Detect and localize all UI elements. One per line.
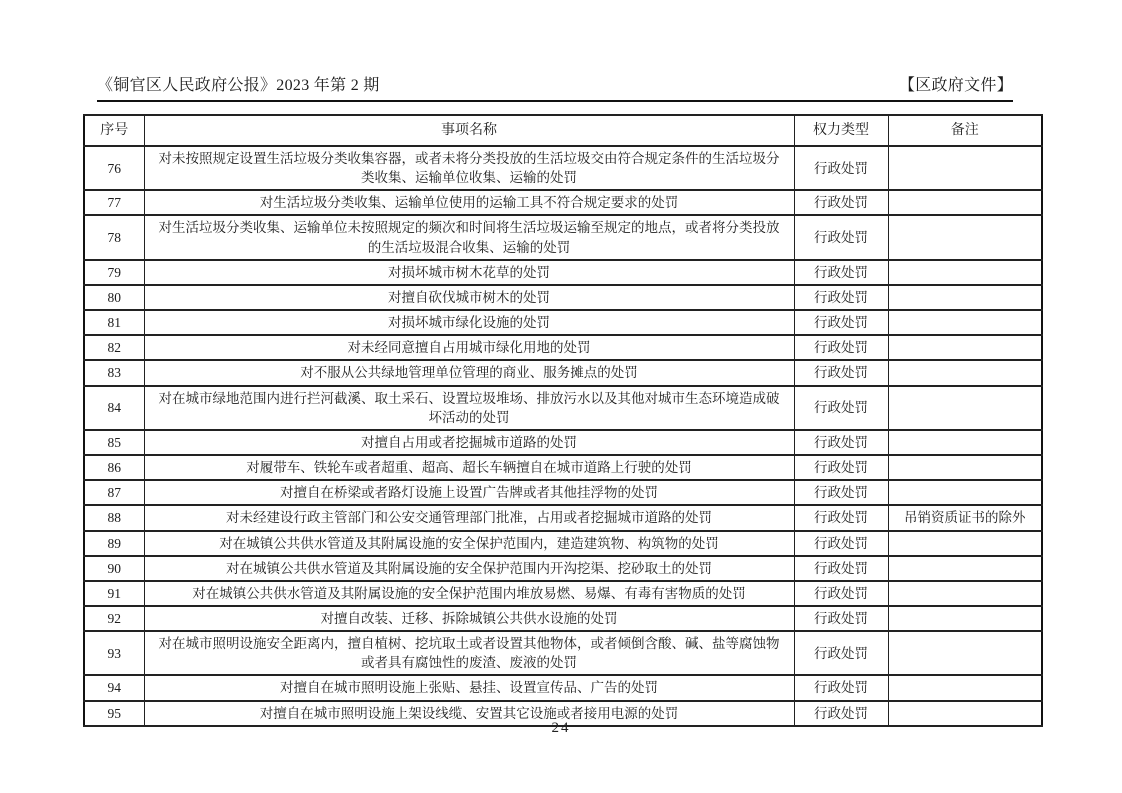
- cell-item-name: 对损坏城市绿化设施的处罚: [144, 310, 794, 335]
- column-header-name: 事项名称: [144, 115, 794, 146]
- cell-row-number: 91: [84, 581, 144, 606]
- table-row: [84, 455, 1042, 480]
- table-row: [84, 675, 1042, 700]
- cell-row-number: 92: [84, 606, 144, 631]
- table-row: [84, 556, 1042, 581]
- cell-remark: [888, 190, 1042, 215]
- cell-remark: [888, 531, 1042, 556]
- cell-item-name: 对不服从公共绿地管理单位管理的商业、服务摊点的处罚: [144, 360, 794, 385]
- cell-row-number: 89: [84, 531, 144, 556]
- cell-power-type: 行政处罚: [794, 455, 888, 480]
- cell-row-number: 88: [84, 505, 144, 530]
- cell-item-name: 对擅自砍伐城市树木的处罚: [144, 285, 794, 310]
- cell-item-name: 对擅自在桥梁或者路灯设施上设置广告牌或者其他挂浮物的处罚: [144, 480, 794, 505]
- cell-power-type: 行政处罚: [794, 215, 888, 259]
- cell-remark: [888, 430, 1042, 455]
- cell-item-name: 对擅自占用或者挖掘城市道路的处罚: [144, 430, 794, 455]
- cell-row-number: 78: [84, 215, 144, 259]
- table-row: [84, 260, 1042, 285]
- cell-power-type: 行政处罚: [794, 310, 888, 335]
- cell-row-number: 79: [84, 260, 144, 285]
- cell-row-number: 82: [84, 335, 144, 360]
- table-row: [84, 285, 1042, 310]
- cell-row-number: 94: [84, 675, 144, 700]
- cell-item-name: 对生活垃圾分类收集、运输单位使用的运输工具不符合规定要求的处罚: [144, 190, 794, 215]
- cell-remark: [888, 455, 1042, 480]
- cell-power-type: 行政处罚: [794, 360, 888, 385]
- table-row: [84, 146, 1042, 190]
- cell-remark: 吊销资质证书的除外: [888, 505, 1042, 530]
- cell-item-name: 对擅自在城市照明设施上架设线缆、安置其它设施或者接用电源的处罚: [144, 701, 794, 726]
- cell-remark: [888, 556, 1042, 581]
- cell-remark: [888, 386, 1042, 430]
- table-row: [84, 310, 1042, 335]
- table-row: [84, 480, 1042, 505]
- table-row: [84, 430, 1042, 455]
- cell-power-type: 行政处罚: [794, 505, 888, 530]
- table-row: [84, 335, 1042, 360]
- power-items-table: [83, 114, 1043, 727]
- cell-power-type: 行政处罚: [794, 675, 888, 700]
- cell-row-number: 87: [84, 480, 144, 505]
- column-header-remark: 备注: [888, 115, 1042, 146]
- cell-power-type: 行政处罚: [794, 386, 888, 430]
- cell-remark: [888, 631, 1042, 675]
- cell-row-number: 77: [84, 190, 144, 215]
- page-number: － 24 －: [528, 720, 594, 736]
- cell-row-number: 95: [84, 701, 144, 726]
- table-row: [84, 386, 1042, 430]
- table-row: [84, 190, 1042, 215]
- cell-remark: [888, 285, 1042, 310]
- table-row: [84, 581, 1042, 606]
- cell-item-name: 对在城市绿地范围内进行拦河截溪、取土采石、设置垃圾堆场、排放污水以及其他对城市生态环境造成破坏活动的处罚: [144, 386, 794, 430]
- cell-remark: [888, 335, 1042, 360]
- cell-row-number: 76: [84, 146, 144, 190]
- cell-power-type: 行政处罚: [794, 335, 888, 360]
- cell-row-number: 85: [84, 430, 144, 455]
- cell-item-name: 对损坏城市树木花草的处罚: [144, 260, 794, 285]
- cell-power-type: 行政处罚: [794, 531, 888, 556]
- document-category-label: 【区政府文件】: [898, 77, 1013, 94]
- cell-item-name: 对在城镇公共供水管道及其附属设施的安全保护范围内开沟挖渠、挖砂取土的处罚: [144, 556, 794, 581]
- cell-item-name: 对在城市照明设施安全距离内，擅自植树、挖坑取土或者设置其他物体，或者倾倒含酸、碱、盐等腐蚀物或者具有腐蚀性的废渣、废液的处罚: [144, 631, 794, 675]
- cell-row-number: 93: [84, 631, 144, 675]
- cell-remark: [888, 215, 1042, 259]
- cell-power-type: 行政处罚: [794, 146, 888, 190]
- cell-power-type: 行政处罚: [794, 581, 888, 606]
- table-header-row: [84, 115, 1042, 146]
- cell-remark: [888, 310, 1042, 335]
- page-header: [97, 72, 1013, 102]
- table-row: [84, 631, 1042, 675]
- cell-remark: [888, 581, 1042, 606]
- cell-remark: [888, 360, 1042, 385]
- gazette-title: 《铜官区人民政府公报》2023 年第 2 期: [97, 77, 380, 94]
- cell-item-name: 对在城镇公共供水管道及其附属设施的安全保护范围内，建造建筑物、构筑物的处罚: [144, 531, 794, 556]
- cell-row-number: 80: [84, 285, 144, 310]
- table-row: [84, 360, 1042, 385]
- cell-item-name: 对未经同意擅自占用城市绿化用地的处罚: [144, 335, 794, 360]
- cell-power-type: 行政处罚: [794, 631, 888, 675]
- column-header-no: 序号: [84, 115, 144, 146]
- cell-item-name: 对擅自改装、迁移、拆除城镇公共供水设施的处罚: [144, 606, 794, 631]
- table-row: [84, 606, 1042, 631]
- cell-row-number: 84: [84, 386, 144, 430]
- table-row: [84, 531, 1042, 556]
- cell-power-type: 行政处罚: [794, 701, 888, 726]
- cell-power-type: 行政处罚: [794, 430, 888, 455]
- cell-remark: [888, 675, 1042, 700]
- table-row: [84, 505, 1042, 530]
- cell-item-name: 对未经建设行政主管部门和公安交通管理部门批准，占用或者挖掘城市道路的处罚: [144, 505, 794, 530]
- table-row: [84, 215, 1042, 259]
- cell-item-name: 对履带车、铁轮车或者超重、超高、超长车辆擅自在城市道路上行驶的处罚: [144, 455, 794, 480]
- cell-power-type: 行政处罚: [794, 556, 888, 581]
- cell-power-type: 行政处罚: [794, 285, 888, 310]
- cell-item-name: 对擅自在城市照明设施上张贴、悬挂、设置宣传品、广告的处罚: [144, 675, 794, 700]
- cell-row-number: 83: [84, 360, 144, 385]
- cell-remark: [888, 606, 1042, 631]
- cell-item-name: 对生活垃圾分类收集、运输单位未按照规定的频次和时间将生活垃圾运输至规定的地点，或者将分类投放的生活垃圾混合收集、运输的处罚: [144, 215, 794, 259]
- cell-power-type: 行政处罚: [794, 480, 888, 505]
- cell-power-type: 行政处罚: [794, 606, 888, 631]
- cell-row-number: 90: [84, 556, 144, 581]
- cell-power-type: 行政处罚: [794, 260, 888, 285]
- cell-row-number: 86: [84, 455, 144, 480]
- column-header-type: 权力类型: [794, 115, 888, 146]
- cell-row-number: 81: [84, 310, 144, 335]
- cell-item-name: 对未按照规定设置生活垃圾分类收集容器，或者未将分类投放的生活垃圾交由符合规定条件的生活垃圾分类收集、运输单位收集、运输的处罚: [144, 146, 794, 190]
- cell-power-type: 行政处罚: [794, 190, 888, 215]
- cell-item-name: 对在城镇公共供水管道及其附属设施的安全保护范围内堆放易燃、易爆、有毒有害物质的处罚: [144, 581, 794, 606]
- cell-remark: [888, 480, 1042, 505]
- cell-remark: [888, 260, 1042, 285]
- cell-remark: [888, 146, 1042, 190]
- table-body: [84, 146, 1042, 726]
